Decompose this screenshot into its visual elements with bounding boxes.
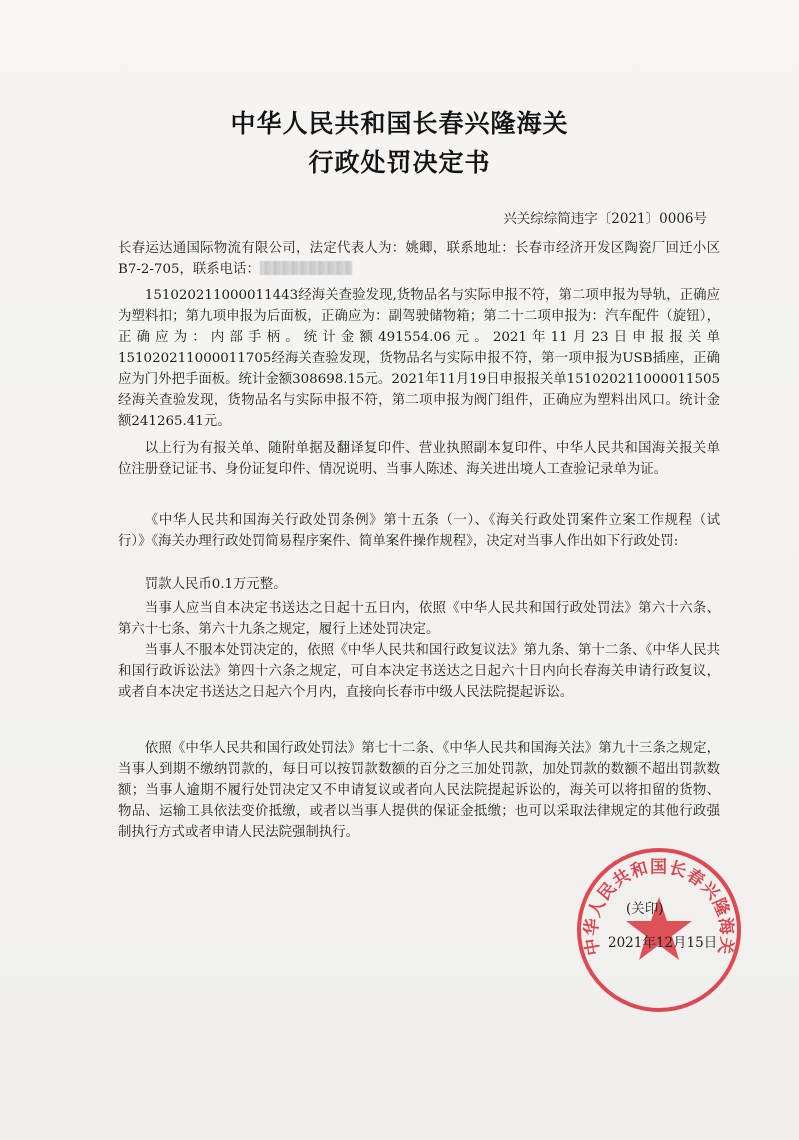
legal-basis-text: 《中华人民共和国海关行政处罚条例》第十五条（一）、《海关行政处罚案件立案工作规程（试行）》《海关办理行政处罚简易程序案件、简单案件操作规程》，决定对当事人作出如下行政处罚:	[118, 513, 720, 549]
official-seal	[574, 845, 744, 1015]
redacted-phone	[260, 261, 352, 275]
document-title-line1: 中华人民共和国长春兴隆海关	[230, 109, 569, 138]
penalty-paragraph	[118, 574, 720, 595]
enforcement-text: 依照《中华人民共和国行政处罚法》第七十二条、《中华人民共和国海关法》第九十三条之规定，当事人到期不缴纳罚款的，每日可以按罚款数额的百分之三加处罚款，加处罚款的数额不超出罚款数额；当事人逾期不履行处罚决定又不申请复议或者向人民法院提起诉讼的，海关可以将扣留的货物、物品、运输工具依法变价抵缴，或者以当事人提供的保证金抵缴；也可以采取法律规定的其他行政强制执行方式或者申请人民法院强制执行。	[118, 741, 720, 840]
seal-text: 中华人民共和国长春兴隆海关	[581, 857, 737, 957]
document-title-line2: 行政处罚决定书	[308, 148, 491, 177]
penalty-text: 罚款人民币0.1万元整。	[144, 577, 287, 592]
facts-text: 151020211000011443经海关查验发现,货物品名与实际申报不符，第二项申报为导轨，正确应为塑料扣；第九项申报为后面板，正确应为：副驾驶储物箱；第二十二项申报为：汽车配件（旋钮），正确应为：内部手柄。统计金额491554.06元。2021年11月23日申报报关单151020211000011705经海关查验发现，货物品名与实际申报不符，第一项申报为USB插座，正确应为门外把手面板。统计金额308698.15元。2021年11月19日申报报关单151020211000011505经海关查验发现，货物品名与实际申报不符，第二项申报为阀门组件，正确应为塑料出风口。统计金额241265.41元。	[118, 288, 720, 429]
decision-date: 2021年12月15日	[608, 935, 718, 951]
evidence-paragraph	[118, 438, 720, 480]
appeal-text: 当事人不服本处罚决定的，依照《中华人民共和国行政复议法》第九条、第十二条、《中华人民共和国行政诉讼法》第四十六条之规定，可自本决定书送达之日起六十日内向长春海关申请行政复议，或者自本决定书送达之日起六个月内，直接向长春市中级人民法院提起诉讼。	[118, 643, 720, 700]
performance-paragraph	[118, 598, 720, 640]
seal-label: (关印)	[626, 901, 664, 917]
appeal-paragraph	[118, 640, 720, 703]
performance-text: 当事人应当自本决定书送达之日起十五日内，依照《中华人民共和国行政处罚法》第六十六条、第六十七条、第六十九条之规定，履行上述处罚决定。	[118, 601, 720, 637]
evidence-text: 以上行为有报关单、随附单据及翻译复印件、营业执照副本复印件、中华人民共和国海关报关单位注册登记证书、身份证复印件、情况说明、当事人陈述、海关进出境人工查验记录单为证。	[118, 441, 720, 477]
party-info: 长春运达通国际物流有限公司，法定代表人为：姚卿，联系地址：长春市经济开发区陶瓷厂回迁小区B7-2-705，联系电话：	[118, 241, 720, 277]
facts-paragraph	[118, 285, 720, 432]
document-number: 兴关综综简违字〔2021〕0006号	[503, 211, 707, 227]
party-paragraph	[118, 238, 720, 280]
enforcement-paragraph	[118, 738, 720, 843]
legal-basis-paragraph	[118, 510, 720, 552]
